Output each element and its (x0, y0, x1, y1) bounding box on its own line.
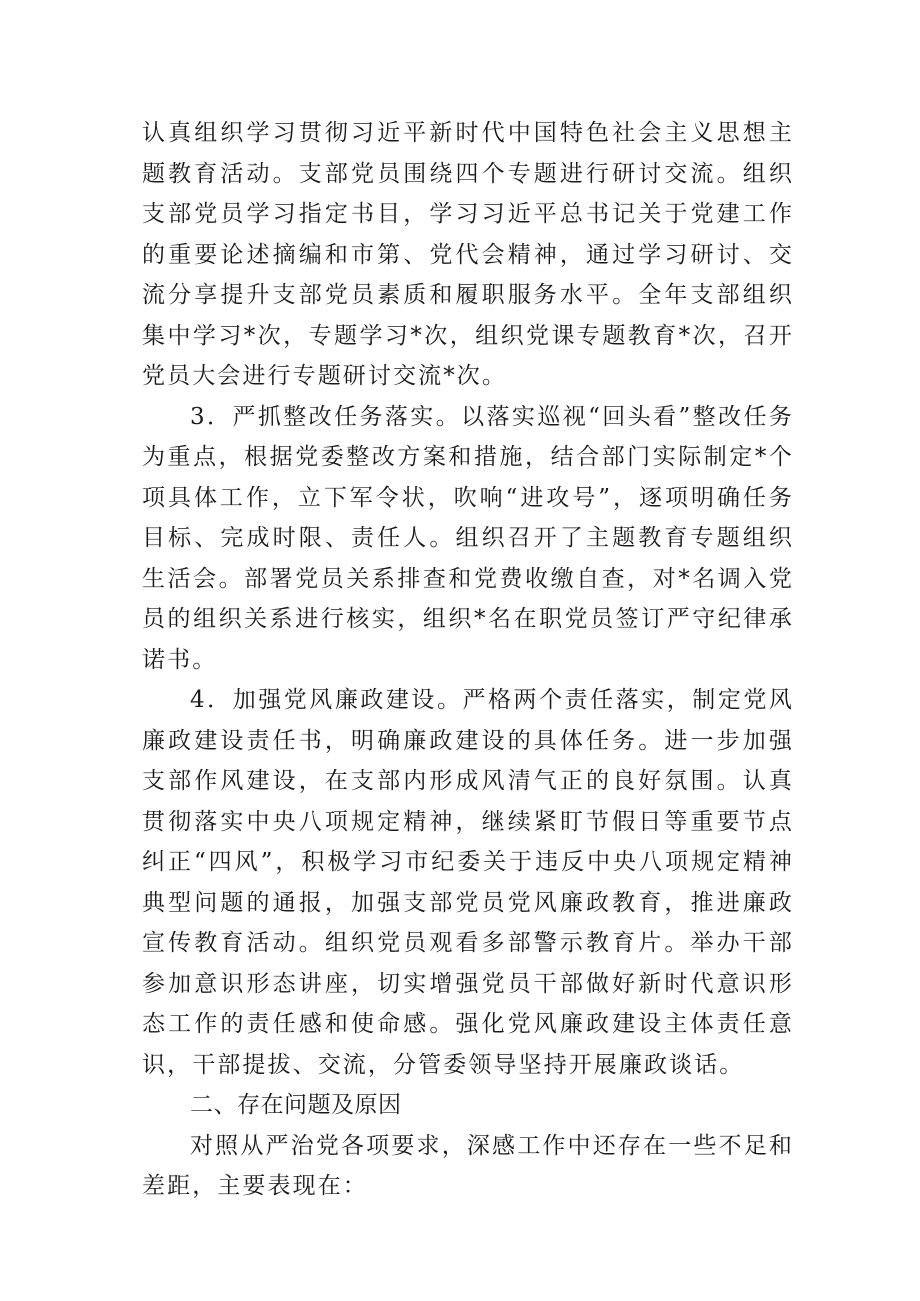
section-heading: 二、存在问题及原因 (190, 1092, 402, 1118)
paragraph-rectification: 3．严抓整改任务落实。以落实巡视“回头看”整改任务为重点，根据党委整改方案和措施，结合部门实际制定*个项具体工作，立下军令状，吹响“进攻号”，逐项明确任务目标、完成时限、责任人。组织召开了主题教育专题组织生活会。部署党员关系排查和党费收缴自查，对*名调入党员的组织关系进行核实，组织*名在职党员签订严守纪律承诺书。 (142, 403, 794, 673)
paragraph-continuation: 认真组织学习贯彻习近平新时代中国特色社会主义思想主题教育活动。支部党员围绕四个专题进行研讨交流。组织支部党员学习指定书目，学习习近平总书记关于党建工作的重要论述摘编和市第、党代会精神，通过学习研讨、交流分享提升支部党员素质和履职服务水平。全年支部组织集中学习*次，专题学习*次，组织党课专题教育*次，召开党员大会进行专题研讨交流*次。 (142, 120, 794, 389)
paragraph-integrity-building: 4．加强党风廉政建设。严格两个责任落实，制定党风廉政建设责任书，明确廉政建设的具体任务。进一步加强支部作风建设，在支部内形成风清气正的良好氛围。认真贯彻落实中央八项规定精神，继续紧盯节假日等重要节点纠正“四风”，积极学习市纪委关于违反中央八项规定精神典型问题的通报，加强支部党员党风廉政教育，推进廉政宣传教育活动。组织党员观看多部警示教育片。举办干部参加意识形态讲座，切实增强党员干部做好新时代意识形态工作的责任感和使命感。强化党风廉政建设主体责任意识，干部提拔、交流，分管委领导坚持开展廉政谈话。 (142, 687, 794, 1078)
document-body (142, 113, 794, 1207)
paragraph-problems-intro: 对照从严治党各项要求，深感工作中还存在一些不足和差距，主要表现在： (142, 1132, 794, 1199)
